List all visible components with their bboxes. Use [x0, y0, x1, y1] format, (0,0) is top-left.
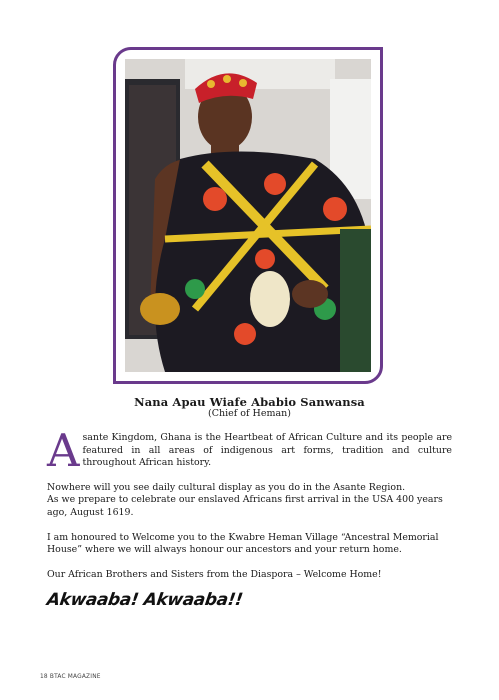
akwaaba-signoff: Akwaaba! Akwaaba!! — [45, 590, 244, 610]
paragraph-asante-line1: Nowhere will you see daily cultural display as you do in the Asante Region. — [47, 481, 406, 493]
photo-frame — [113, 47, 383, 384]
drop-cap: A — [47, 424, 80, 477]
paragraph-asante-region — [47, 482, 452, 520]
paragraph-asante-line2: As we prepare to celebrate our enslaved Africans first arrival in the USA 400 years ago, August 1619. — [47, 494, 443, 518]
chief-title-caption: (Chief of Heman) — [208, 408, 291, 419]
chief-portrait-photo — [125, 59, 371, 372]
article-body — [47, 424, 452, 581]
portrait-illustration — [125, 59, 371, 372]
lead-paragraph — [47, 424, 452, 477]
lead-text: sante Kingdom, Ghana is the Heartbeat of African Culture and its people are featured in all areas of indigenous art forms, tradition and culture throughout African history. — [82, 432, 452, 469]
page-footer: 18 BTAC MAGAZINE — [40, 672, 101, 680]
chief-name-caption: Nana Apau Wiafe Ababio Sanwansa — [134, 395, 365, 409]
paragraph-welcome: I am honoured to Welcome you to the Kwabre Heman Village “Ancestral Memorial House” where we will always honour our ancestors and your return home. — [47, 531, 439, 556]
paragraph-diaspora: Our African Brothers and Sisters from the Diaspora – Welcome Home! — [47, 568, 382, 580]
